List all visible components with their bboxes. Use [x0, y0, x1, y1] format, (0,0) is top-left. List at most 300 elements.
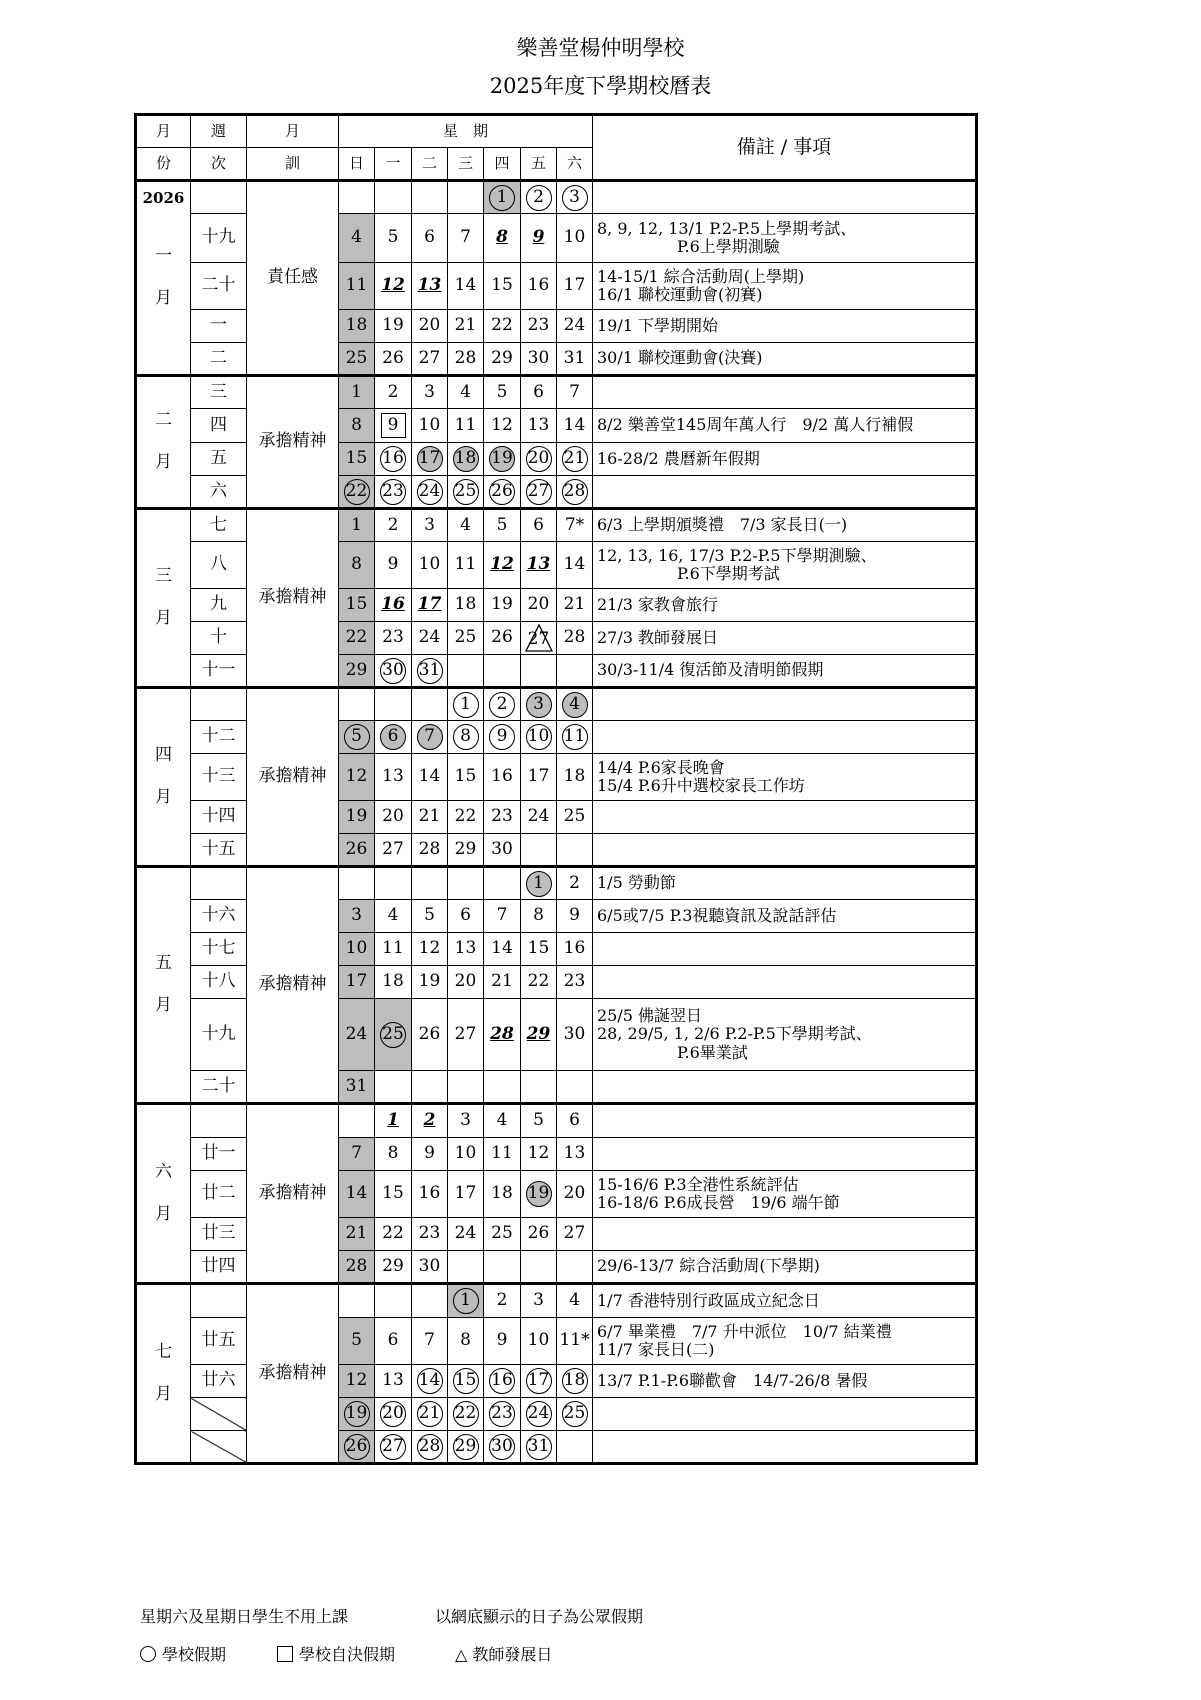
- day-mon: [375, 310, 412, 343]
- event-notes: [593, 1365, 977, 1398]
- day-sun: [339, 509, 375, 542]
- date-number: 14: [418, 766, 441, 787]
- month-char: 二: [155, 410, 172, 431]
- day-fri: [521, 801, 557, 834]
- day-tue: [412, 933, 448, 966]
- monthly-motto: 責任感: [247, 181, 339, 376]
- day-wed: [448, 754, 484, 801]
- day-tue: [412, 263, 448, 310]
- date-number: 28: [418, 838, 441, 859]
- school-holiday-date: 20: [380, 1401, 406, 1427]
- public-holiday-date: 18: [453, 446, 479, 472]
- day-thu: [484, 1218, 521, 1251]
- date-number: 12: [418, 938, 441, 959]
- day-thu: [484, 1431, 521, 1464]
- day-tue: [412, 1398, 448, 1431]
- school-holiday-date: 16: [489, 1368, 515, 1394]
- day-wed: [448, 263, 484, 310]
- day-thu: [484, 214, 521, 263]
- day-wed: [448, 409, 484, 443]
- day-sun: [339, 1104, 375, 1138]
- date-number: 24: [454, 1223, 477, 1244]
- day-sat: [557, 1218, 593, 1251]
- day-fri: [521, 1138, 557, 1171]
- date-number: 4: [460, 514, 471, 535]
- date-number: 6: [569, 1110, 580, 1131]
- date-number: 26: [418, 1023, 441, 1044]
- date-number: 24: [345, 1023, 368, 1044]
- date-number: 10: [563, 227, 586, 248]
- day-wed: [448, 688, 484, 721]
- event-note-line: 6/3 上學期頒獎禮 7/3 家長日(一): [597, 515, 848, 535]
- day-sat: [557, 542, 593, 589]
- week-number: 十二: [191, 721, 247, 754]
- date-number: 12: [345, 1370, 368, 1391]
- event-note-line: 6/7 畢業禮 7/7 升中派位 10/7 結業禮: [597, 1321, 892, 1341]
- date-number: 14: [345, 1183, 368, 1204]
- event-notes: [593, 443, 977, 476]
- date-number: 6: [460, 905, 471, 926]
- day-mon: [375, 1318, 412, 1365]
- date-number: 7: [424, 1330, 435, 1351]
- day-sun: [339, 1218, 375, 1251]
- month-char: 月: [155, 1203, 172, 1224]
- day-wed: [448, 343, 484, 376]
- date-number: 1: [351, 381, 362, 402]
- date-number: 4: [496, 1110, 508, 1131]
- school-holiday-date: 27: [380, 1434, 406, 1460]
- event-notes: [593, 688, 977, 721]
- week-number: 十九: [191, 214, 247, 263]
- day-mon: [375, 509, 412, 542]
- day-fri: [521, 476, 557, 509]
- exam-date: 13: [526, 554, 551, 575]
- month-label: [136, 509, 191, 688]
- date-number: 25: [454, 627, 477, 648]
- monthly-motto: 承擔精神: [247, 688, 339, 867]
- weekday-title: 星 期: [339, 115, 593, 148]
- school-holiday-date: 24: [417, 479, 443, 505]
- date-number: 17: [345, 971, 368, 992]
- event-notes: [593, 542, 977, 589]
- date-number: 15: [345, 594, 368, 615]
- event-note-line: 30/3-11/4 復活節及清明節假期: [597, 660, 824, 680]
- month-label: [136, 376, 191, 509]
- week-row: [136, 688, 977, 721]
- week-number: 十八: [191, 966, 247, 999]
- date-number: 30: [563, 1023, 586, 1044]
- date-number: 14: [563, 554, 586, 575]
- day-sat: [557, 655, 593, 688]
- exam-date: 29: [526, 1023, 551, 1044]
- week-number: 廿四: [191, 1251, 247, 1284]
- date-number: 9: [496, 1330, 508, 1351]
- monthly-motto: 承擔精神: [247, 376, 339, 509]
- date-number: 13: [563, 1143, 586, 1164]
- date-number: 3: [424, 381, 435, 402]
- event-note-line: 1/7 香港特別行政區成立紀念日: [597, 1290, 820, 1310]
- day-tue: [412, 754, 448, 801]
- date-number: 20: [382, 806, 404, 827]
- date-number: 8: [387, 1143, 399, 1164]
- event-note-line: P.6上學期測驗: [597, 237, 780, 256]
- event-note-line: P.6畢業試: [597, 1042, 748, 1062]
- month-char: 六: [155, 1161, 172, 1182]
- week-number: 一: [191, 310, 247, 343]
- event-note-line: 14/4 P.6家長晚會: [597, 757, 725, 777]
- event-note-line: 6/5或7/5 P.3視聽資訊及說話評估: [597, 905, 837, 925]
- day-tue: [412, 343, 448, 376]
- week-number: [191, 1104, 247, 1138]
- event-note-line: 16/1 聯校運動會(初賽): [597, 285, 763, 304]
- date-number: 27: [454, 1023, 477, 1044]
- day-sat: [557, 214, 593, 263]
- date-number: 18: [563, 766, 586, 787]
- date-number: 15: [345, 448, 368, 469]
- public-holiday-date: 4: [562, 692, 588, 718]
- day-fri: [521, 509, 557, 542]
- week-row: [136, 867, 977, 900]
- week-row: [136, 181, 977, 214]
- day-mon: [375, 542, 412, 589]
- day-fri: [521, 409, 557, 443]
- date-number: 16: [527, 275, 550, 296]
- day-tue: [412, 1104, 448, 1138]
- date-number: 25: [563, 806, 586, 827]
- event-notes: [593, 1251, 977, 1284]
- month-label: [136, 1284, 191, 1464]
- day-mon: [375, 1284, 412, 1318]
- day-fri: [521, 1398, 557, 1431]
- day-fri: [521, 900, 557, 933]
- day-sat: [557, 622, 593, 655]
- school-holiday-date: 3: [562, 185, 588, 211]
- day-mon: [375, 214, 412, 263]
- event-notes: [593, 655, 977, 688]
- date-number: 9: [569, 905, 580, 926]
- event-notes: [593, 721, 977, 754]
- date-number: 28: [345, 1255, 368, 1276]
- date-number: 13: [382, 1370, 404, 1391]
- day-sun: [339, 1398, 375, 1431]
- event-notes: [593, 622, 977, 655]
- date-number: 9: [424, 1143, 435, 1164]
- school-holiday-date: 25: [453, 479, 479, 505]
- day-mon: [375, 443, 412, 476]
- event-notes: [593, 1318, 977, 1365]
- date-number: 10: [345, 938, 368, 959]
- monthly-motto: 承擔精神: [247, 509, 339, 688]
- day-sat: [557, 688, 593, 721]
- event-note-line: 28, 29/5, 1, 2/6 P.2-P.5下學期考試、: [597, 1024, 872, 1044]
- day-sat: [557, 721, 593, 754]
- date-number: 13: [454, 938, 477, 959]
- date-number: 15: [454, 766, 477, 787]
- date-number: 7: [460, 227, 471, 248]
- event-notes: [593, 1218, 977, 1251]
- day-thu: [484, 1398, 521, 1431]
- day-tue: [412, 214, 448, 263]
- teacher-dev-date: 27: [525, 624, 553, 652]
- day-wed: [448, 1365, 484, 1398]
- day-tue: [412, 310, 448, 343]
- event-notes: [593, 999, 977, 1071]
- event-note-line: 15-16/6 P.3全港性系統評估: [597, 1174, 799, 1194]
- day-wed: [448, 834, 484, 867]
- day-wed: [448, 376, 484, 409]
- date-number: 6: [387, 1330, 399, 1351]
- day-wed: [448, 966, 484, 999]
- day-fri: [521, 214, 557, 263]
- month-char: 七: [155, 1341, 172, 1362]
- week-number: 廿五: [191, 1318, 247, 1365]
- exam-date: 12: [490, 554, 514, 575]
- day-tue: [412, 1365, 448, 1398]
- day-mon: [375, 721, 412, 754]
- day-tue: [412, 1251, 448, 1284]
- date-number: 4: [569, 1290, 580, 1311]
- event-notes: [593, 801, 977, 834]
- date-number: 16: [563, 938, 586, 959]
- day-mon: [375, 1171, 412, 1218]
- day-sun: [339, 376, 375, 409]
- day-wed: [448, 622, 484, 655]
- day-tue: [412, 589, 448, 622]
- day-thu: [484, 509, 521, 542]
- day-thu: [484, 181, 521, 214]
- school-holiday-date: 30: [489, 1434, 515, 1460]
- day-mon: [375, 1104, 412, 1138]
- month-label: [136, 867, 191, 1104]
- day-tue: [412, 1138, 448, 1171]
- week-number: 二十: [191, 263, 247, 310]
- date-number: 2: [496, 1290, 508, 1311]
- event-notes: [593, 1284, 977, 1318]
- week-number: 二十: [191, 1071, 247, 1104]
- day-sat: [557, 900, 593, 933]
- date-number: 29: [382, 1255, 404, 1276]
- day-mon: [375, 801, 412, 834]
- event-note-line: 8/2 樂善堂145周年萬人行 9/2 萬人行補假: [597, 415, 914, 435]
- event-notes: [593, 343, 977, 376]
- day-thu: [484, 263, 521, 310]
- day-wed: [448, 181, 484, 214]
- date-number: 21: [563, 594, 586, 615]
- date-number: 5: [424, 905, 435, 926]
- school-holiday-date: 27: [526, 479, 552, 505]
- day-sun: [339, 622, 375, 655]
- day-wed: [448, 933, 484, 966]
- date-number: 18: [345, 315, 368, 336]
- date-number: 5: [351, 1330, 362, 1351]
- date-number: 11: [345, 275, 368, 296]
- day-wed: [448, 1398, 484, 1431]
- day-thu: [484, 1318, 521, 1365]
- day-fri: [521, 688, 557, 721]
- date-number: 3: [424, 514, 435, 535]
- day-sat: [557, 1251, 593, 1284]
- day-thu: [484, 343, 521, 376]
- notes-header: 備註 / 事項: [593, 115, 977, 181]
- date-number: 3: [533, 1290, 544, 1311]
- day-mon: [375, 589, 412, 622]
- day-fri: [521, 1365, 557, 1398]
- day-mon: [375, 181, 412, 214]
- day-mon: [375, 900, 412, 933]
- date-number: 24: [527, 806, 550, 827]
- week-number: 廿二: [191, 1171, 247, 1218]
- day-sat: [557, 509, 593, 542]
- day-thu: [484, 834, 521, 867]
- school-holiday-date: 23: [489, 1401, 515, 1427]
- day-wed: [448, 1071, 484, 1104]
- day-sun: [339, 721, 375, 754]
- day-fri: [521, 263, 557, 310]
- date-number: 7*: [564, 514, 585, 535]
- day-sat: [557, 1071, 593, 1104]
- day-fri: [521, 181, 557, 214]
- event-note-line: 16-28/2 農曆新年假期: [597, 448, 760, 468]
- event-note-line: 27/3 教師發展日: [597, 627, 719, 647]
- school-holiday-date: 24: [526, 1401, 552, 1427]
- day-sat: [557, 1365, 593, 1398]
- day-thu: [484, 589, 521, 622]
- day-sun: [339, 754, 375, 801]
- day-wed: [448, 1171, 484, 1218]
- date-number: 28: [454, 347, 477, 368]
- week-number: 六: [191, 476, 247, 509]
- day-sat: [557, 589, 593, 622]
- day-sat: [557, 1431, 593, 1464]
- school-holiday-date: 29: [453, 1434, 479, 1460]
- day-fri: [521, 834, 557, 867]
- public-holiday-date: 3: [526, 692, 552, 718]
- day-tue: [412, 376, 448, 409]
- day-mon: [375, 1365, 412, 1398]
- weekday-sun: 日: [339, 148, 375, 181]
- day-fri: [521, 589, 557, 622]
- date-number: 30: [418, 1255, 441, 1276]
- day-mon: [375, 834, 412, 867]
- school-holiday-date: 25: [562, 1401, 588, 1427]
- date-number: 12: [345, 766, 368, 787]
- monthly-motto: 承擔精神: [247, 1104, 339, 1284]
- legend-discretion-holiday: [277, 1642, 395, 1665]
- school-holiday-date: 10: [526, 724, 552, 750]
- week-row: [136, 509, 977, 542]
- month-label: [136, 688, 191, 867]
- date-number: 2: [387, 514, 399, 535]
- day-sun: [339, 443, 375, 476]
- day-wed: [448, 589, 484, 622]
- monthly-motto: 承擔精神: [247, 1284, 339, 1464]
- week-number: [191, 181, 247, 214]
- date-number: 24: [418, 627, 441, 648]
- day-tue: [412, 1318, 448, 1365]
- week-row: [136, 376, 977, 409]
- event-note-line: 25/5 佛誕翌日: [597, 1005, 703, 1025]
- date-number: 11: [491, 1143, 513, 1164]
- day-fri: [521, 1104, 557, 1138]
- date-number: 5: [387, 227, 399, 248]
- date-number: 20: [527, 594, 550, 615]
- legend-school-holiday: [140, 1642, 226, 1665]
- day-mon: [375, 1398, 412, 1431]
- day-fri: [521, 999, 557, 1071]
- weekday-mon: 一: [375, 148, 412, 181]
- month-char: 月: [155, 1383, 172, 1404]
- date-number: 11*: [559, 1330, 590, 1351]
- day-mon: [375, 1071, 412, 1104]
- day-tue: [412, 409, 448, 443]
- day-fri: [521, 443, 557, 476]
- day-fri: [521, 622, 557, 655]
- day-sun: [339, 310, 375, 343]
- square-icon: [277, 1646, 293, 1662]
- day-mon: [375, 263, 412, 310]
- weekday-sat: 六: [557, 148, 593, 181]
- day-sat: [557, 263, 593, 310]
- day-wed: [448, 801, 484, 834]
- event-note-line: 14-15/1 綜合活動周(上學期): [597, 266, 805, 286]
- date-number: 14: [491, 938, 513, 959]
- day-tue: [412, 801, 448, 834]
- date-number: 26: [345, 838, 368, 859]
- day-tue: [412, 1071, 448, 1104]
- school-holiday-date: 21: [417, 1401, 443, 1427]
- exam-date: 12: [381, 275, 405, 296]
- public-holiday-date: 19: [526, 1181, 552, 1207]
- day-mon: [375, 655, 412, 688]
- event-notes: [593, 589, 977, 622]
- public-holiday-date: 1: [489, 185, 515, 211]
- event-notes: [593, 409, 977, 443]
- event-notes: [593, 1104, 977, 1138]
- month-char: 五: [155, 953, 172, 974]
- day-tue: [412, 1431, 448, 1464]
- motto-header: 月: [247, 115, 339, 148]
- week-number: 七: [191, 509, 247, 542]
- day-sat: [557, 1318, 593, 1365]
- day-mon: [375, 1218, 412, 1251]
- month-char: 月: [155, 288, 172, 308]
- event-notes: [593, 867, 977, 900]
- day-sun: [339, 181, 375, 214]
- monthly-motto: 承擔精神: [247, 867, 339, 1104]
- date-number: 5: [496, 514, 508, 535]
- day-fri: [521, 1284, 557, 1318]
- school-holiday-date: 16: [380, 446, 406, 472]
- date-number: 25: [345, 347, 368, 368]
- school-holiday-date: 20: [526, 446, 552, 472]
- date-number: 29: [345, 659, 368, 680]
- date-number: 24: [563, 315, 586, 336]
- date-number: 11: [454, 554, 477, 575]
- day-thu: [484, 801, 521, 834]
- public-holiday-date: 26: [344, 1434, 370, 1460]
- public-holiday-date: 6: [380, 724, 406, 750]
- date-number: 2: [569, 872, 580, 893]
- day-sun: [339, 999, 375, 1071]
- exam-date: 1: [387, 1110, 399, 1131]
- date-number: 7: [351, 1143, 362, 1164]
- legend-discretion-holiday-label: 學校自決假期: [299, 1645, 396, 1664]
- day-wed: [448, 867, 484, 900]
- day-tue: [412, 966, 448, 999]
- date-number: 30: [527, 347, 550, 368]
- date-number: 31: [563, 347, 586, 368]
- day-wed: [448, 542, 484, 589]
